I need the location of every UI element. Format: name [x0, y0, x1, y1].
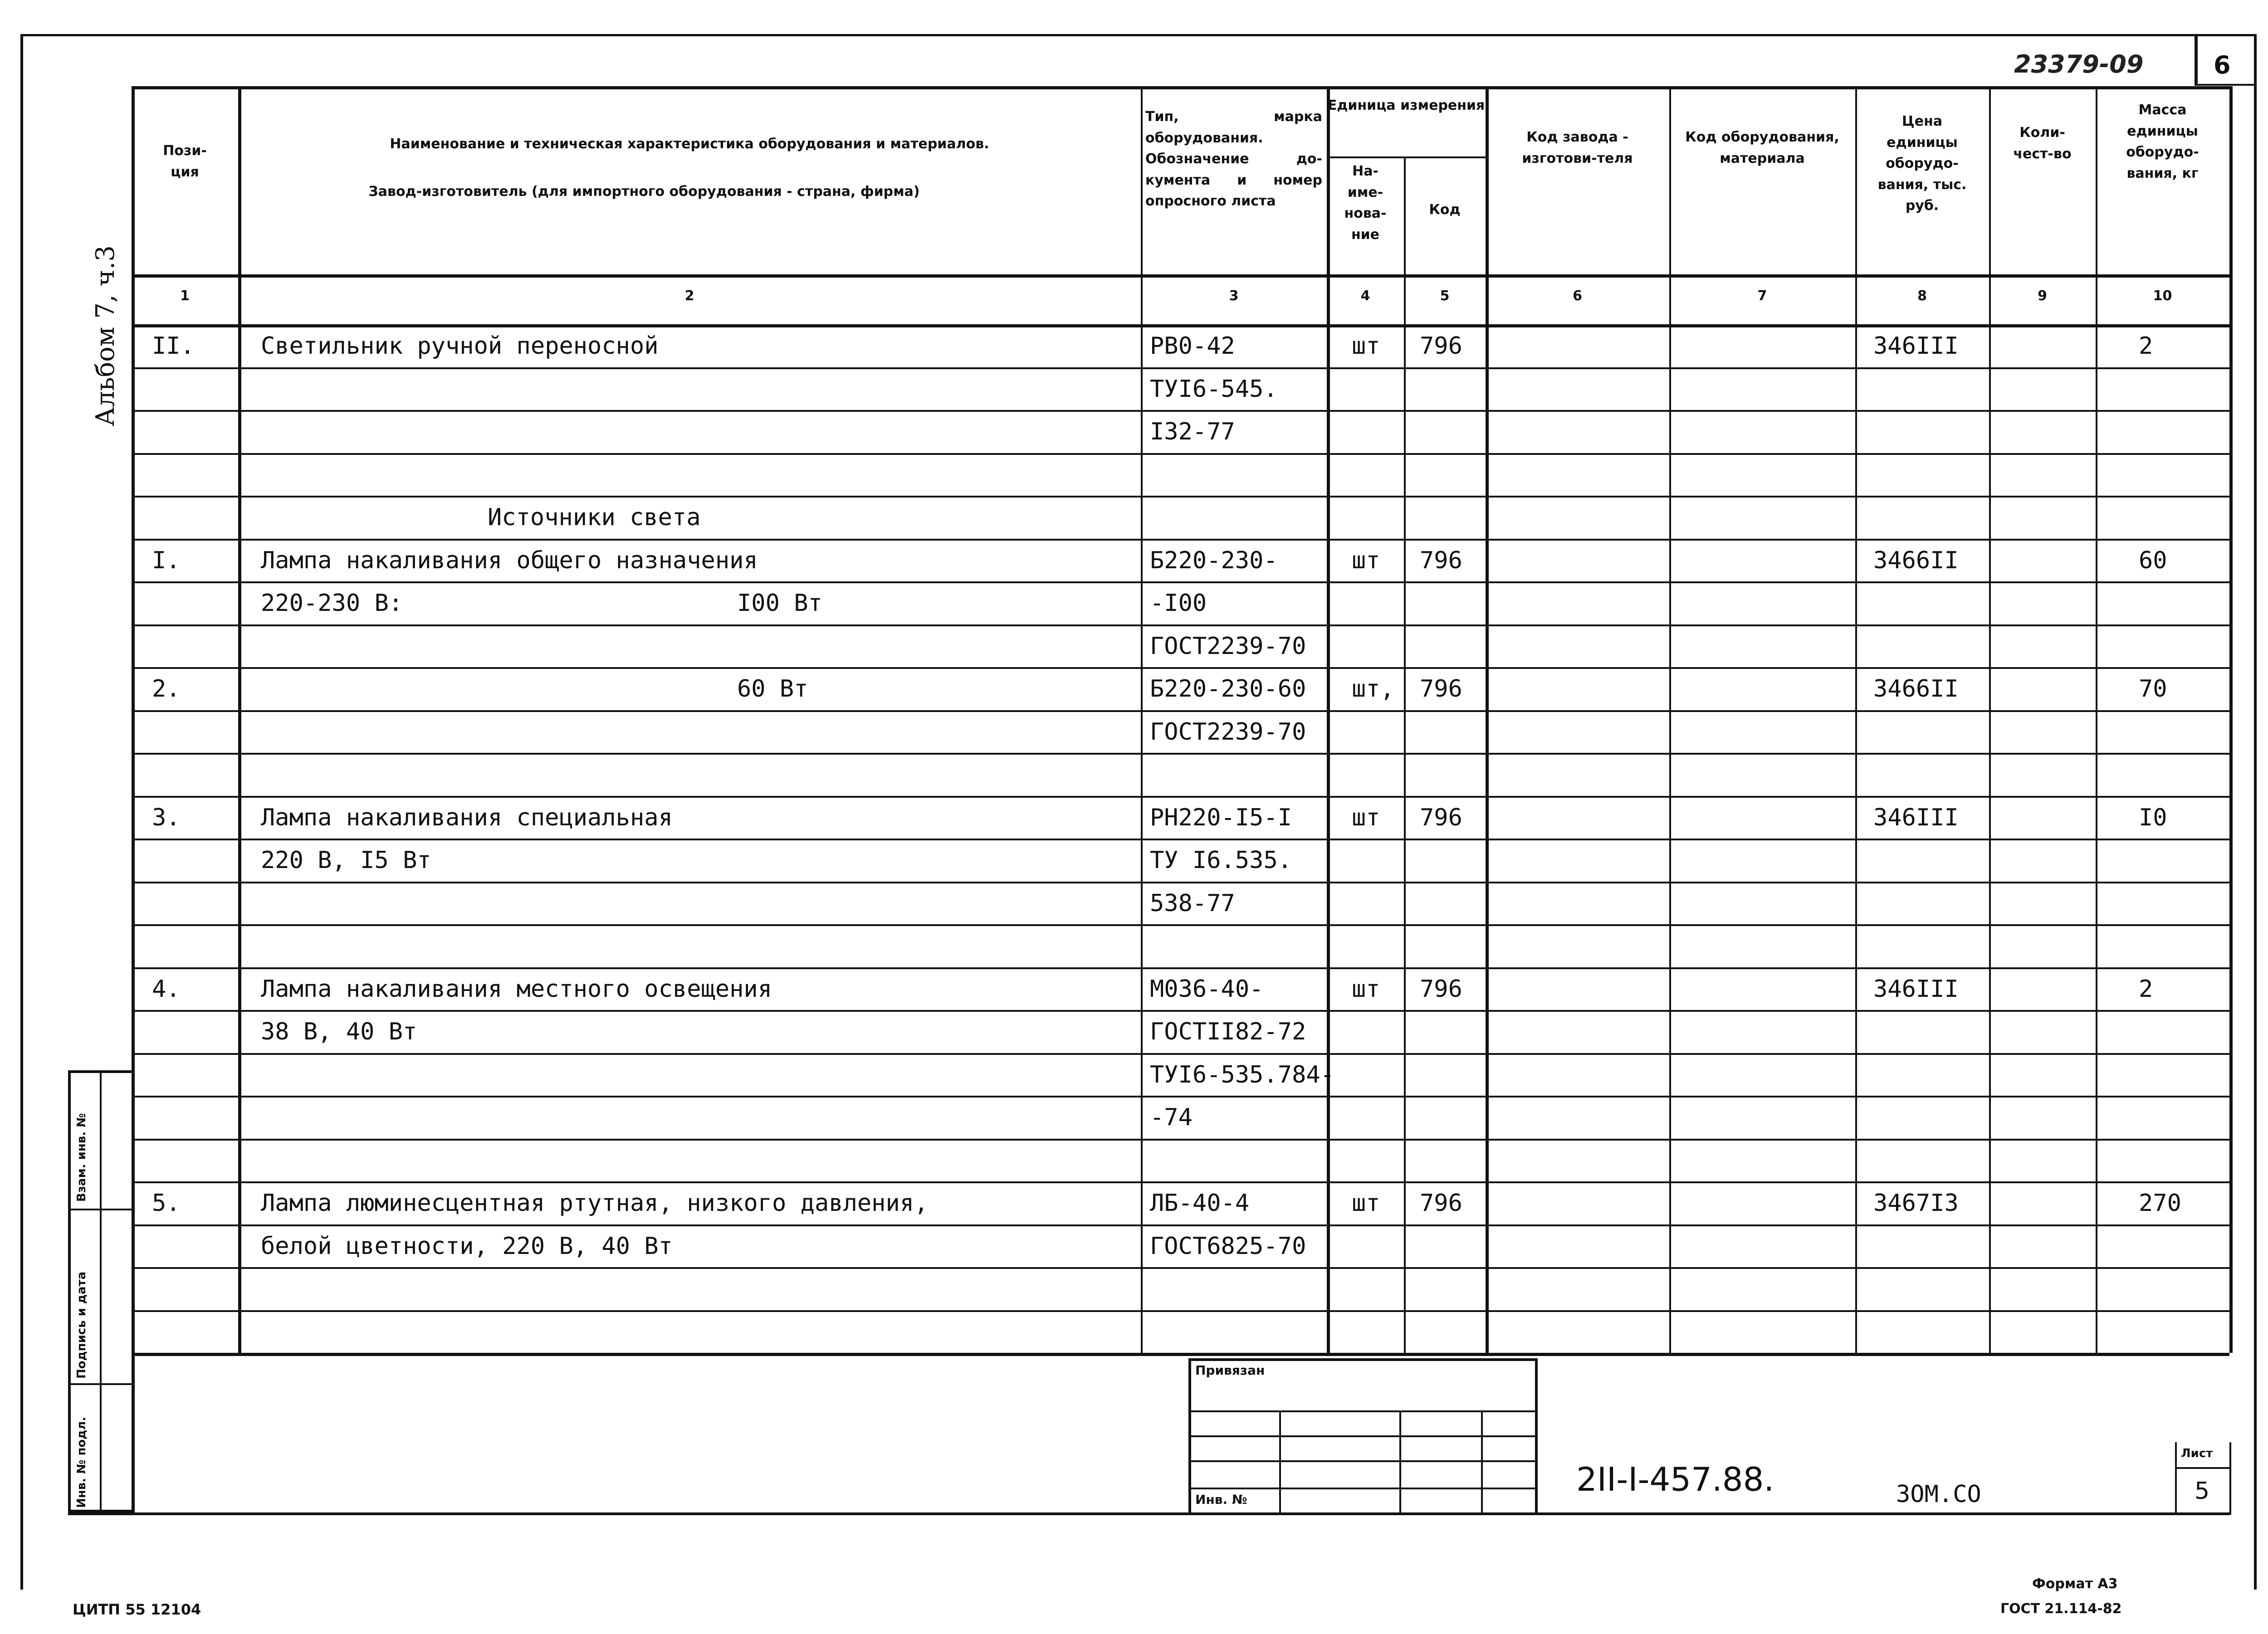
sheet-number: 5: [2195, 1478, 2210, 1505]
grid-hline: [132, 624, 2229, 626]
grid-vline: [1404, 156, 1406, 1353]
row-type: -I00: [1150, 590, 1207, 617]
row-position: 3.: [152, 804, 181, 831]
header-mass: Масса единицы оборудо-вания, кг: [2126, 102, 2199, 181]
row-unit: шт: [1352, 975, 1380, 1003]
grid-vline: [1855, 86, 1857, 1353]
row-quantity: 2: [2139, 975, 2153, 1003]
column-number: 1: [180, 288, 190, 304]
grid-vline: [238, 86, 241, 1353]
row-position: 5.: [152, 1190, 181, 1217]
row-type: ТУI6-535.784-: [1150, 1061, 1334, 1088]
row-material-code: 346III: [1873, 332, 1959, 360]
row-unit-code: 796: [1420, 1190, 1462, 1217]
row-name: 220 В, I5 Вт: [261, 847, 431, 874]
row-quantity: 270: [2139, 1190, 2181, 1217]
row-type: ГОСТII82-72: [1150, 1018, 1306, 1045]
column-number: 4: [1360, 288, 1370, 304]
row-quantity: 70: [2139, 675, 2167, 702]
section-heading: Источники света: [488, 504, 701, 531]
grid-hline: [132, 1310, 2229, 1312]
grid-hline: [132, 539, 2229, 541]
sheet-label: Лист: [2181, 1447, 2213, 1460]
grid-hline: [132, 839, 2229, 840]
grid-hline: [132, 324, 2229, 327]
grid-vline: [1141, 86, 1143, 1353]
row-material-code: 3466II: [1873, 546, 1959, 574]
grid-hline: [132, 581, 2229, 583]
row-unit-code: 796: [1420, 332, 1462, 360]
column-number: 8: [1917, 288, 1927, 304]
row-unit-code: 796: [1420, 804, 1462, 831]
column-number: 6: [1573, 288, 1582, 304]
row-unit-code: 796: [1420, 675, 1462, 702]
row-name: Светильник ручной переносной: [261, 332, 659, 360]
grid-hline: [132, 86, 2229, 89]
row-type: РВ0-42: [1150, 332, 1235, 360]
top-sheet-number: 6: [2214, 51, 2231, 79]
row-type: ГОСТ2239-70: [1150, 718, 1306, 746]
header-unit-name: На-име-нова-ние: [1344, 163, 1387, 243]
document-code: 3ОМ.СО: [1896, 1481, 1981, 1508]
row-name-wattage: 60 Вт: [737, 675, 808, 702]
header-quantity: Коли-чест-во: [2013, 125, 2072, 162]
column-number: 3: [1229, 288, 1239, 304]
grid-vline: [1989, 86, 1991, 1353]
grid-vline: [1327, 86, 1330, 1353]
footer-format: Формат А3: [2032, 1576, 2118, 1592]
grid-hline: [132, 1267, 2229, 1269]
column-number: 5: [1440, 288, 1450, 304]
grid-vline: [2229, 86, 2233, 1353]
row-quantity: 2: [2139, 332, 2153, 360]
grid-hline: [132, 796, 2229, 798]
grid-hline: [132, 1096, 2229, 1097]
grid-hline: [132, 274, 2229, 278]
column-number: 10: [2153, 288, 2172, 304]
grid-hline: [132, 1139, 2229, 1141]
header-name-line2: Завод-изготовитель (для импортного оборудования - страна, фирма): [368, 184, 920, 200]
row-unit: шт: [1352, 804, 1380, 831]
row-position: 4.: [152, 975, 181, 1003]
row-quantity: I0: [2139, 804, 2167, 831]
row-name-wattage: I00 Вт: [737, 590, 822, 617]
row-type: ТУI6-545.: [1150, 375, 1278, 403]
grid-vline: [1486, 86, 1489, 1353]
project-number: 2II-I-457.88.: [1576, 1460, 1774, 1498]
grid-vline: [132, 86, 135, 1353]
footer-left-code: ЦИТП 55 12104: [73, 1601, 201, 1618]
header-material-code: Код оборудования, материала: [1685, 129, 1839, 166]
header-unit-code: Код: [1429, 202, 1461, 218]
row-unit: шт: [1352, 332, 1380, 360]
row-type: ЛБ-40-4: [1150, 1190, 1250, 1217]
grid-hline: [132, 753, 2229, 755]
grid-vline: [2096, 86, 2097, 1353]
grid-hline: [132, 367, 2229, 369]
grid-hline: [132, 924, 2229, 926]
row-type: 538-77: [1150, 889, 1235, 917]
row-type: Б220-230-: [1150, 546, 1278, 574]
row-type: ТУ I6.535.: [1150, 847, 1292, 874]
grid-hline: [132, 1010, 2229, 1012]
row-material-code: 346III: [1873, 804, 1959, 831]
header-price: Цена единицы оборудо-вания, тыс. руб.: [1877, 113, 1967, 214]
row-name: 220-230 В:: [261, 590, 403, 617]
grid-hline: [132, 1181, 2229, 1183]
grid-hline: [1327, 156, 1486, 158]
row-material-code: 346III: [1873, 975, 1959, 1003]
row-name: 38 В, 40 Вт: [261, 1018, 417, 1045]
grid-hline: [132, 1053, 2229, 1055]
footer-gost: ГОСТ 21.114-82: [2000, 1601, 2122, 1617]
row-unit: шт,: [1352, 675, 1394, 702]
row-material-code: 3467I3: [1873, 1190, 1959, 1217]
header-type: Тип, марка оборудования. Обозначение до-кумента и номер опросного листа: [1145, 109, 1322, 209]
grid-hline: [132, 710, 2229, 712]
row-type: ГОСТ6825-70: [1150, 1232, 1306, 1260]
grid-hline: [132, 967, 2229, 969]
grid-hline: [132, 1353, 2229, 1356]
row-type: Б220-230-60: [1150, 675, 1306, 702]
grid-hline: [132, 1224, 2229, 1226]
header-unit: Единица измерения: [1327, 98, 1485, 113]
row-type: ГОСТ2239-70: [1150, 632, 1306, 660]
column-number: 7: [1757, 288, 1767, 304]
row-type: М036-40-: [1150, 975, 1264, 1003]
column-number: 2: [684, 288, 694, 304]
stamp-signature-date: Подпись и дата: [75, 1271, 88, 1379]
grid-hline: [132, 667, 2229, 669]
grid-vline: [1669, 86, 1671, 1353]
grid-hline: [132, 882, 2229, 883]
stamp-inv-podl: Инв. № подл.: [75, 1416, 88, 1508]
doc-number: 23379-09: [2014, 50, 2144, 78]
row-position: 2.: [152, 675, 181, 702]
grid-hline: [132, 453, 2229, 455]
grid-hline: [132, 496, 2229, 498]
header-plant-code: Код завода - изготови-теля: [1522, 129, 1633, 166]
row-material-code: 3466II: [1873, 675, 1959, 702]
row-unit: шт: [1352, 546, 1380, 574]
row-unit: шт: [1352, 1190, 1380, 1217]
stamp-vzam-inv: Взам. инв. №: [75, 1113, 88, 1202]
album-title: Альбом 7, ч.3: [91, 245, 120, 426]
row-position: I.: [152, 546, 181, 574]
header-position: Пози-ция: [163, 143, 207, 180]
row-unit-code: 796: [1420, 546, 1462, 574]
grid-hline: [132, 410, 2229, 412]
row-position: II.: [152, 332, 195, 360]
row-name: Лампа накаливания местного освещения: [261, 975, 772, 1003]
header-name-line1: Наименование и техническая характеристика оборудования и материалов.: [390, 136, 989, 152]
inv-label: Инв. №: [1195, 1492, 1247, 1507]
row-name: белой цветности, 220 В, 40 Вт: [261, 1232, 673, 1260]
column-number: 9: [2038, 288, 2047, 304]
row-type: -74: [1150, 1104, 1193, 1131]
row-type: РН220-I5-I: [1150, 804, 1292, 831]
row-type: I32-77: [1150, 418, 1235, 445]
row-name: Лампа накаливания общего назначения: [261, 546, 758, 574]
row-unit-code: 796: [1420, 975, 1462, 1003]
row-name: Лампа люминесцентная ртутная, низкого давления,: [261, 1190, 929, 1217]
privyazan-label: Привязан: [1195, 1363, 1265, 1378]
row-name: Лампа накаливания специальная: [261, 804, 673, 831]
row-quantity: 60: [2139, 546, 2167, 574]
